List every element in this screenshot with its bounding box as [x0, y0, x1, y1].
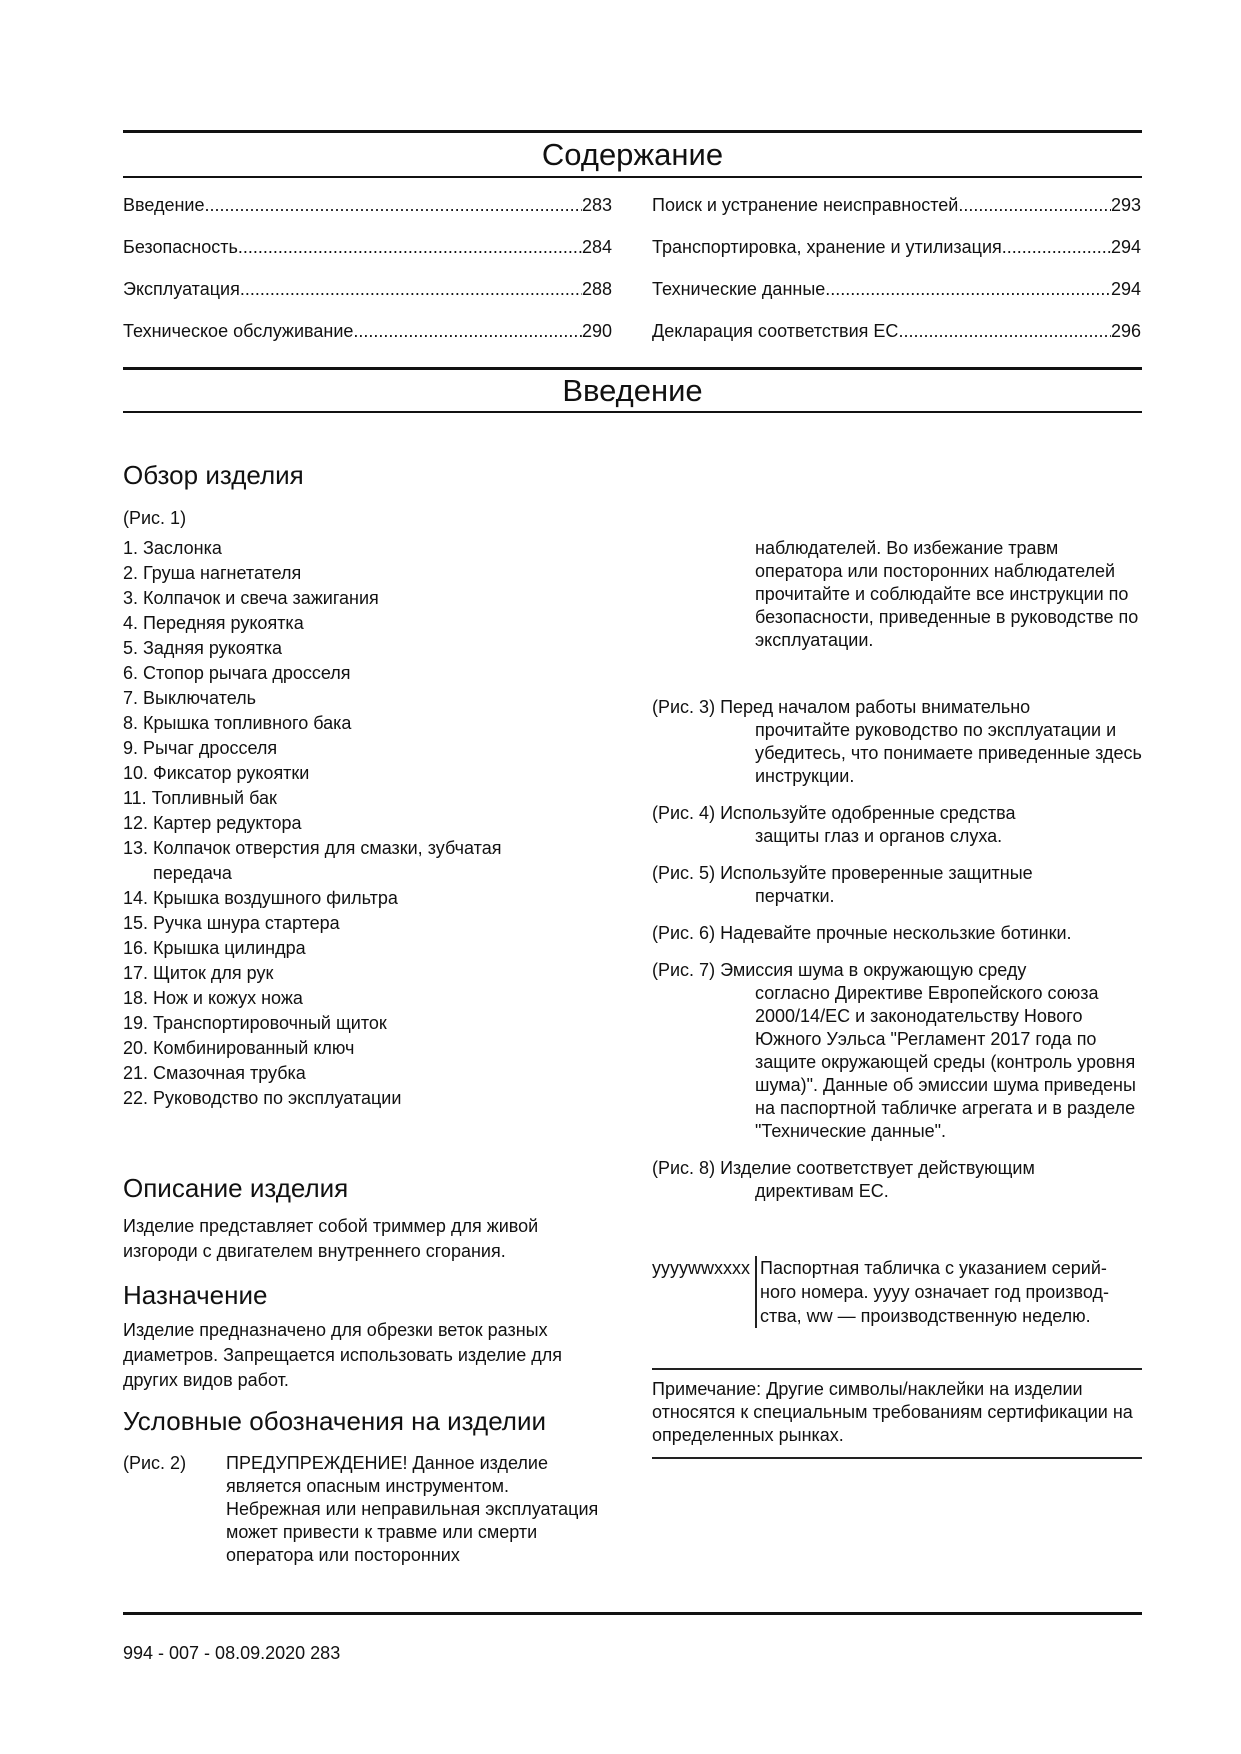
- overview-fig-ref: (Рис. 1): [123, 508, 187, 528]
- parts-list: [123, 536, 563, 1111]
- note-box: [652, 1368, 1142, 1459]
- list-item: 12. Картер редуктора: [123, 813, 302, 833]
- fig2-ref: (Рис. 2): [123, 1453, 187, 1473]
- note-label: Примечание:: [652, 1379, 762, 1399]
- list-item: 8. Крышка топливного бака: [123, 713, 352, 733]
- list-item: 20. Комбинированный ключ: [123, 1038, 355, 1058]
- toc-entry[interactable]: Технические данные ..... 294: [652, 275, 1141, 317]
- list-item: 21. Смазочная трубка: [123, 1063, 306, 1083]
- list-item: 18. Нож и кожух ножа: [123, 988, 303, 1008]
- list-item: 13. Колпачок отверстия для смазки, зубчатая передача: [123, 838, 502, 883]
- fig8-entry: (Рис. 8) Изделие соответствует действующим директивам ЕС.: [652, 1158, 1035, 1201]
- footer-rule: [123, 1612, 1142, 1615]
- list-item: 2. Груша нагнетателя: [123, 563, 302, 583]
- symbols-heading: Условные обозначения на изделии: [123, 1406, 547, 1436]
- toc-entry[interactable]: Техническое обслуживание ..... 290: [123, 317, 612, 359]
- list-item: 11. Топливный бак: [123, 788, 277, 808]
- toc-title-rule: [123, 176, 1142, 178]
- fig5-entry: (Рис. 5) Используйте проверенные защитные перчатки.: [652, 863, 1033, 906]
- fig2-continued: наблюдателей. Во избежание травм оператора или посторонних наблюдателей прочитайте и соблюдайте все инструкции по безопасности, приведенные в руководстве по эксплуатации.: [755, 538, 1139, 650]
- toc-entry[interactable]: Транспортировка, хранение и утилизация ..... 294: [652, 233, 1141, 275]
- fig2-text: ПРЕДУПРЕЖДЕНИЕ! Данное изделие является опасным инструментом. Небрежная или неправильная эксплуатация может привести к травме или смерти оператора или посторонних: [226, 1453, 599, 1565]
- note-text: Другие символы/наклейки на изделии относятся к специальным требованиям сертификации на определенных рынках.: [652, 1379, 1133, 1445]
- toc-entry[interactable]: Поиск и устранение неисправностей ..... 293: [652, 191, 1141, 233]
- fig4-entry: (Рис. 4) Используйте одобренные средства защиты глаз и органов слуха.: [652, 803, 1016, 846]
- list-item: 19. Транспортировочный щиток: [123, 1013, 387, 1033]
- fig6-entry: (Рис. 6) Надевайте прочные нескользкие ботинки.: [652, 923, 1072, 943]
- list-item: 10. Фиксатор рукоятки: [123, 763, 310, 783]
- serial-code: yyyywwxxxx: [652, 1258, 750, 1278]
- description-heading: Описание изделия: [123, 1173, 349, 1203]
- intro-title-rule: [123, 411, 1142, 413]
- list-item: 22. Руководство по эксплуатации: [123, 1088, 402, 1108]
- serial-description: Паспортная табличка с указанием серий-ного номера. yyyy означает год производ-ства, ww — производственную неделю.: [755, 1256, 1142, 1328]
- toc-top-rule: [123, 130, 1142, 133]
- toc-entry[interactable]: Безопасность ..... 284: [123, 233, 612, 275]
- serial-number-table: [652, 1256, 1142, 1328]
- toc-title: Содержание: [541, 137, 724, 172]
- intro-top-rule: [123, 367, 1142, 370]
- overview-heading: Обзор изделия: [123, 460, 304, 490]
- list-item: 17. Щиток для рук: [123, 963, 274, 983]
- footer: [123, 1642, 340, 1664]
- purpose-heading: Назначение: [123, 1280, 268, 1310]
- list-item: 14. Крышка воздушного фильтра: [123, 888, 398, 908]
- list-item: 15. Ручка шнура стартера: [123, 913, 340, 933]
- list-item: 3. Колпачок и свеча зажигания: [123, 588, 379, 608]
- list-item: 1. Заслонка: [123, 538, 222, 558]
- list-item: 5. Задняя рукоятка: [123, 638, 283, 658]
- figure-list: [652, 696, 1142, 1203]
- toc-right-column: [652, 191, 1141, 359]
- toc-entry[interactable]: Эксплуатация ..... 288: [123, 275, 612, 317]
- toc-left-column: [123, 191, 612, 359]
- list-item: 9. Рычаг дросселя: [123, 738, 278, 758]
- description-text: Изделие представляет собой триммер для живой изгороди с двигателем внутреннего сгорания.: [123, 1216, 539, 1261]
- toc-entry[interactable]: Декларация соответствия ЕС ..... 296: [652, 317, 1141, 359]
- list-item: 4. Передняя рукоятка: [123, 613, 304, 633]
- toc-entry[interactable]: Введение ..... 283: [123, 191, 612, 233]
- fig7-entry: (Рис. 7) Эмиссия шума в окружающую среду согласно Директиве Европейского союза 2000/14/EC и законодательству Нового Южного Уэльса "Регламент 2017 года по защите окружающей среды (контроль уровня шума)". Данные об эмиссии шума приведены на паспортной табличке агрегата и в разделе "Технические данные".: [652, 960, 1136, 1141]
- purpose-text: Изделие предназначено для обрезки веток разных диаметров. Запрещается использовать изделие для других видов работ.: [123, 1320, 562, 1390]
- footer-code: 994 - 007 - 08.09.2020: [123, 1643, 306, 1663]
- intro-title: Введение: [562, 373, 703, 408]
- fig2-entry: [123, 1452, 608, 1567]
- list-item: 16. Крышка цилиндра: [123, 938, 306, 958]
- list-item: 6. Стопор рычага дросселя: [123, 663, 351, 683]
- footer-page-number: 283: [310, 1643, 341, 1663]
- fig3-entry: (Рис. 3) Перед началом работы внимательно прочитайте руководство по эксплуатации и убедитесь, что понимаете приведенные здесь инструкции.: [652, 697, 1142, 786]
- list-item: 7. Выключатель: [123, 688, 256, 708]
